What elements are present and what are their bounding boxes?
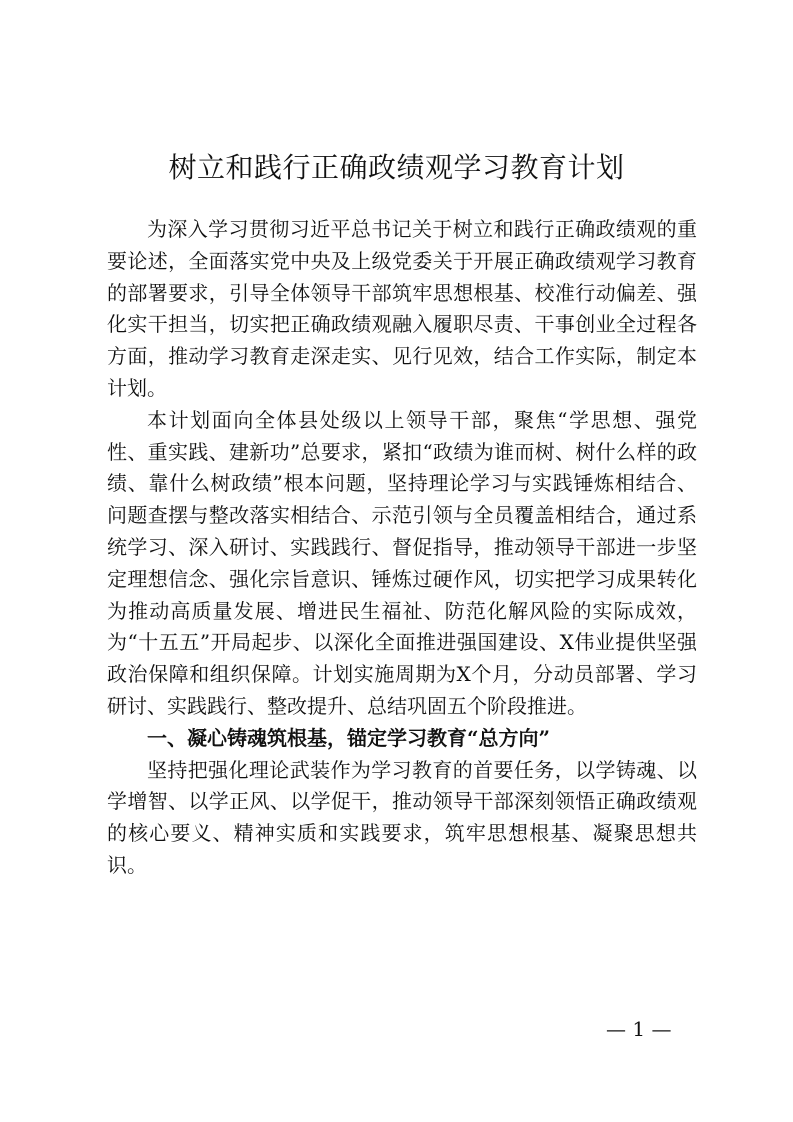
section-heading: 一、凝心铸魂筑根基，锚定学习教育“总方向” bbox=[147, 725, 551, 750]
page-number: — 1 — bbox=[606, 1017, 672, 1041]
document-body bbox=[107, 214, 697, 882]
scope-paragraph: 本计划面向全体县处级以上领导干部，聚焦“学思想、强党性、重实践、建新功”总要求，紧扣“政绩为谁而树、树什么样的政绩、靠什么树政绩”根本问题，坚持理论学习与实践锤炼相结合、问题查摆与整改落实相结合、示范引领与全员覆盖相结合，通过系统学习、深入研讨、实践践行、督促指导，推动领导干部进一步坚定理想信念、强化宗旨意识、锤炼过硬作风，切实把学习成果转化为推动高质量发展、增进民生福祉、防范化解风险的实际成效，为“十五五”开局起步、以深化全面推进强国建设、X伟业提供坚强政治保障和组织保障。计划实施周期为X个月，分动员部署、学习研讨、实践践行、整改提升、总结巩固五个阶段推进。 bbox=[107, 407, 697, 718]
intro-paragraph: 为深入学习贯彻习近平总书记关于树立和践行正确政绩观的重要论述，全面落实党中央及上级党委关于开展正确政绩观学习教育的部署要求，引导全体领导干部筑牢思想根基、校准行动偏差、强化实干担当，切实把正确政绩观融入履职尽责、干事创业全过程各方面，推动学习教育走深走实、见行见效，结合工作实际，制定本计划。 bbox=[107, 217, 697, 400]
document-title: 树立和践行正确政绩观学习教育计划 bbox=[168, 151, 625, 184]
section-paragraph: 坚持把强化理论武装作为学习教育的首要任务，以学铸魂、以学增智、以学正风、以学促干，推动领导干部深刻领悟正确政绩观的核心要义、精神实质和实践要求，筑牢思想根基、凝聚思想共识。 bbox=[107, 757, 697, 877]
